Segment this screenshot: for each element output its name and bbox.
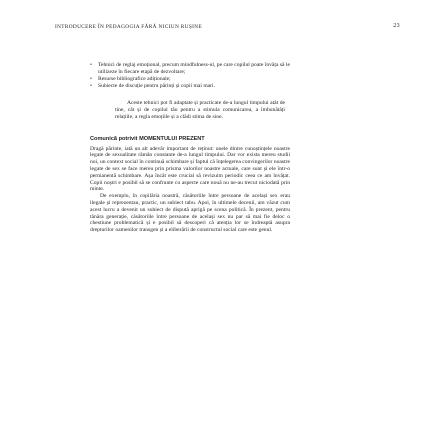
running-title: INTRODUCERE ÎN PEDAGOGIA FĂRĂ NICIUN RUȘINE (55, 24, 203, 30)
page-content (90, 62, 290, 234)
bullet-item: • Subiecte de discuție pentru părinți și copii mai mari. (90, 83, 290, 90)
section-heading: Comunică potrivit MOMENTULUI PREZENT (90, 135, 205, 142)
page-number: 23 (393, 23, 400, 29)
bullet-list (90, 62, 290, 90)
section-paragraph: Dragă părinte, iată un alt adevăr important de reținut: unele dintre cunoștințele noastre legate de sexualitate rămân constante de-a lungul timpului. Dar vor exista mereu studii noi, un context social în continuă schimbare și faptul că înțelegerea convingerilor noastre legate de sex se face mereu prin prisma valorilor noastre actuale, care sunt și ele într-o permanentă schimbare. Așa încât este crucial să revizuim periodic ceea ce am învățat. Copii noștri e posibil să se confrunte cu aspecte care nouă nu ne-au trecut niciodată prin minte. (90, 145, 290, 193)
bullet-item: • Tehnici de reglaj emoțional, precum mindfulness-ul, pe care copilul poate învăța să le utilizeze în fiecare etapă de dezvoltare; (90, 62, 290, 76)
bullet-item: • Resurse bibliografice adiționale; (90, 76, 290, 83)
section-paragraph: De exemplu, în copilăria noastră, căsătoriile între persoane de același sex erau ilegale și reprezentau, practic, un subiect tabu. Apoi, în ultimele decenii, am văzut cum acest lucru a devenit un subiect de dispută aprigă pe scena politică. În prezent, pentru tânăra generație, căsătoriile între persoane de același sex nu par să mai fie deloc o chestiune problematică și e posibil să descoperi că atenția lor se îndreaptă asupra drepturilor oamenilor transgen și a eliberării de constructul social care este genul. (90, 193, 290, 234)
section (90, 136, 290, 234)
intro-paragraph: Aceste tehnici pot fi adaptate și practicate de-a lungul timpului atât de tine, cât și de copilul tău pentru a stimula comunicarea, a îmbunătăți relațiile, a regla emoțiile și a clădi stima de sine. (115, 100, 285, 120)
page-header (55, 21, 400, 33)
